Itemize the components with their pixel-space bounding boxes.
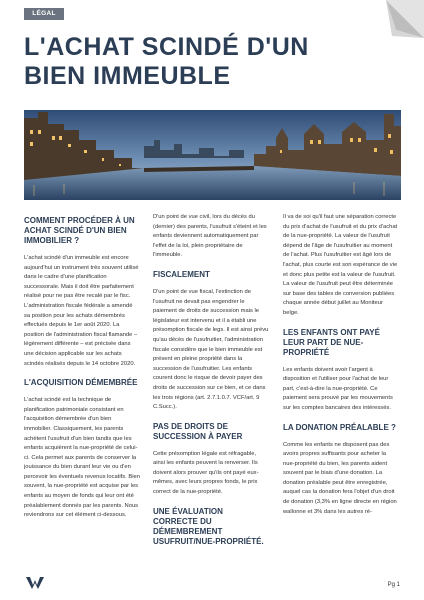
brand-logo-icon: [26, 575, 44, 589]
heading-acquisition: L'ACQUISITION DÉMEMBRÉE: [24, 378, 138, 388]
page-number: Pg 1: [387, 582, 400, 588]
paragraph-fiscal: D'un point de vue fiscal, l'extinction de l'usufruit ne devait pas engendrer le paiement de droits de succession mais le législateur est intervenu et il a établi une présomption fiscale de legs. Il est ainsi prévu qu'au décès de l'usufruitier, l'administration fiscale considère que le bien immeuble est présent en pleine propriété dans la succession de l'usufruitier. Les enfants courent donc le risque de devoir payer des droits de succession sur ce bien, et ce dans les trois régions (art. 2.7.1.0.7. VCF/art. 9 C.Succ.).: [153, 288, 269, 411]
paragraph-acquisition: L'achat scindé est la technique de planification patrimoniale consistant en l'acquisition démembrée d'un bien immobilier. Classiquement, les parents achètent l'usufruit d'un bien tandis que les enfants acquièrent la nue-propriété de celui-ci. Cela permet aux parents de conserver la jouissance du bien durant leur vie ou d'en percevoir les éventuels revenus locatifs. Bien souvent, la nue-propriété est acquise par les enfants au moyen de fonds qui leur ont été préalablement donnés par les parents. Nous reviendrons sur cet élément ci-dessous.: [24, 397, 140, 519]
header-photo: [24, 110, 401, 200]
paragraph-enfants: Les enfants doivent avoir l'argent à disposition et l'utiliser pour l'achat de leur part, c'est-à-dire la nue-propriété. Ce paiement sera prouvé par les mouvements sur les comptes bancaires des intéressés.: [283, 366, 393, 411]
heading-pas-de-droits: PAS DE DROITS DE SUCCESSION À PAYER: [153, 421, 243, 441]
heading-evaluation: UNE ÉVALUATION CORRECTE DU DÉMEMBREMENT USUFRUIT/NUE-PROPRIÉTÉ.: [153, 506, 264, 546]
page-curl-icon: [386, 0, 424, 38]
column-1: [24, 216, 140, 530]
column-3: [283, 213, 399, 526]
paragraph-separation: Il va de soi qu'il faut une séparation correcte du prix d'achat de l'usufruit et du prix d'achat de la nue-propriété. La valeur de l'usufruit dépend de l'âge de l'usufruitier au moment de l'achat. Plus l'usufruitier est âgé lors de l'achat, plus courte est son espérance de vie et donc plus petite est la valeur de l'usufruit. La valeur de l'usufruit peut être déterminée sur base des tables de conversion publiées chaque année début juillet au Moniteur belge.: [283, 214, 398, 316]
heading-comment-proceder: COMMENT PROCÉDER À UN ACHAT SCINDÉ D'UN BIEN IMMOBILIER ?: [24, 216, 135, 245]
heading-enfants-ont-paye: LES ENFANTS ONT PAYÉ LEUR PART DE NUE-PROPRIÉTÉ: [283, 327, 380, 357]
paragraph-donation: Comme les enfants ne disposent pas des avoirs propres suffisants pour acheter la nue-propriété du bien, les parents aident souvent par le biais d'une donation. La donation préalable peut être enregistrée, auquel cas la donation fera l'objet d'un droit de donation (3,3% en ligne directe en région wallonne et 3% dans les autres ré-: [283, 441, 397, 515]
column-2: [153, 213, 269, 555]
paragraph-civil: D'un point de vue civil, lors du décès du (dernier) des parents, l'usufruit s'éteint et les enfants deviennent automatiquement par l'effet de la loi, plein propriétaire de l'immeuble.: [153, 214, 267, 259]
heading-donation-prealable: LA DONATION PRÉALABLE ?: [283, 422, 396, 432]
paragraph-presomption: Cette présomption légale est réfragable, ainsi les enfants peuvent la renverser. Ils doivent alors prouver qu'ils ont payé eux-mêmes, avec leurs propres fonds, le prix correct de la nue-propriété.: [153, 450, 259, 496]
category-tag: LÉGAL: [24, 8, 64, 20]
paragraph-intro: L'achat scindé d'un immeuble est encore aujourd'hui un instrument très souvent utilisé dans le cadre d'une planification successorale. Mais il doit être parfaitement réalisé pour ne pas être recalé par le fisc. L'administration fiscale fédérale a amendé sa position pour les achats démembrés effectués depuis le 1er août 2020. La position de l'administration fiscal flamande – légèrement différente – est précisée dans une décision applicable sur les achats scindés réalisés depuis le 14 octobre 2020.: [24, 255, 139, 367]
heading-fiscalement: FISCALEMENT: [153, 269, 210, 279]
article-title: L'ACHAT SCINDÉ D'UN BIEN IMMEUBLE: [24, 33, 309, 90]
